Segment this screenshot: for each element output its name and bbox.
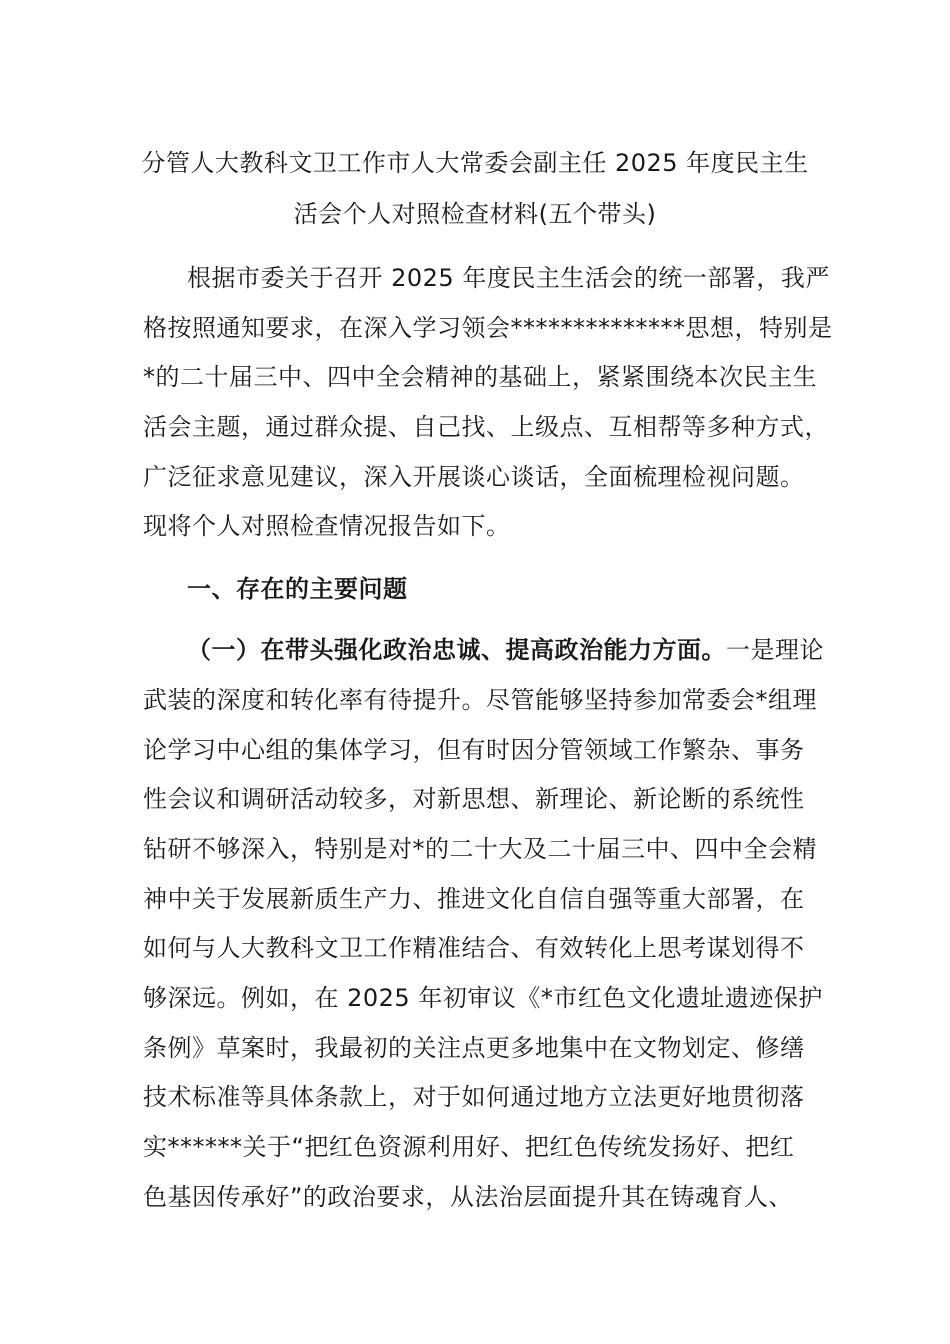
body-line: 性会议和调研活动较多，对新思想、新理论、新论断的系统性 — [143, 785, 805, 813]
intro-line: 现将个人对照检查情况报告如下。 — [143, 512, 511, 540]
intro-line: 广泛征求意见建议，深入开展谈心谈话，全面梳理检视问题。 — [143, 463, 805, 491]
document-title-line-1: 分管人大教科文卫工作市人大常委会副主任 2025 年度民主生 — [141, 149, 809, 177]
intro-line: 格按照通知要求，在深入学习领会**************思想，特别是 — [143, 314, 833, 342]
body-line: 够深远。例如，在 2025 年初审议《*市红色文化遗址遗迹保护 — [143, 984, 823, 1012]
body-line: 钻研不够深入，特别是对*的二十大及二十届三中、四中全会精 — [143, 835, 817, 863]
body-line: 色基因传承好”的政治要求，从法治层面提升其在铸魂育人、 — [143, 1183, 793, 1211]
intro-line: 根据市委关于召开 2025 年度民主生活会的统一部署，我严 — [187, 264, 830, 292]
body-line: 技术标准等具体条款上，对于如何通过地方立法更好地贯彻落 — [143, 1083, 805, 1111]
subsection-first-line — [187, 635, 824, 665]
body-line: 如何与人大教科文卫工作精准结合、有效转化上思考谋划得不 — [143, 934, 805, 962]
subsection-first-line-rest: 一是理论 — [726, 636, 824, 664]
body-line: 实******关于“把红色资源利用好、把红色传统发扬好、把红 — [143, 1133, 795, 1161]
intro-line: *的二十届三中、四中全会精神的基础上，紧紧围绕本次民主生 — [143, 363, 817, 391]
document-title-line-2: 活会个人对照检查材料(五个带头) — [293, 200, 657, 228]
body-line: 武装的深度和转化率有待提升。尽管能够坚持参加常委会*组理 — [143, 686, 817, 714]
body-line: 条例》草案时，我最初的关注点更多地集中在文物划定、修缮 — [143, 1034, 805, 1062]
section-heading: 一、存在的主要问题 — [187, 575, 408, 603]
body-line: 神中关于发展新质生产力、推进文化自信自强等重大部署，在 — [143, 885, 805, 913]
body-line: 论学习中心组的集体学习，但有时因分管领域工作繁杂、事务 — [143, 736, 805, 764]
subsection-bold-lead: （一）在带头强化政治忠诚、提高政治能力方面。 — [187, 636, 726, 664]
intro-line: 活会主题，通过群众提、自己找、上级点、互相帮等多种方式， — [143, 413, 829, 441]
